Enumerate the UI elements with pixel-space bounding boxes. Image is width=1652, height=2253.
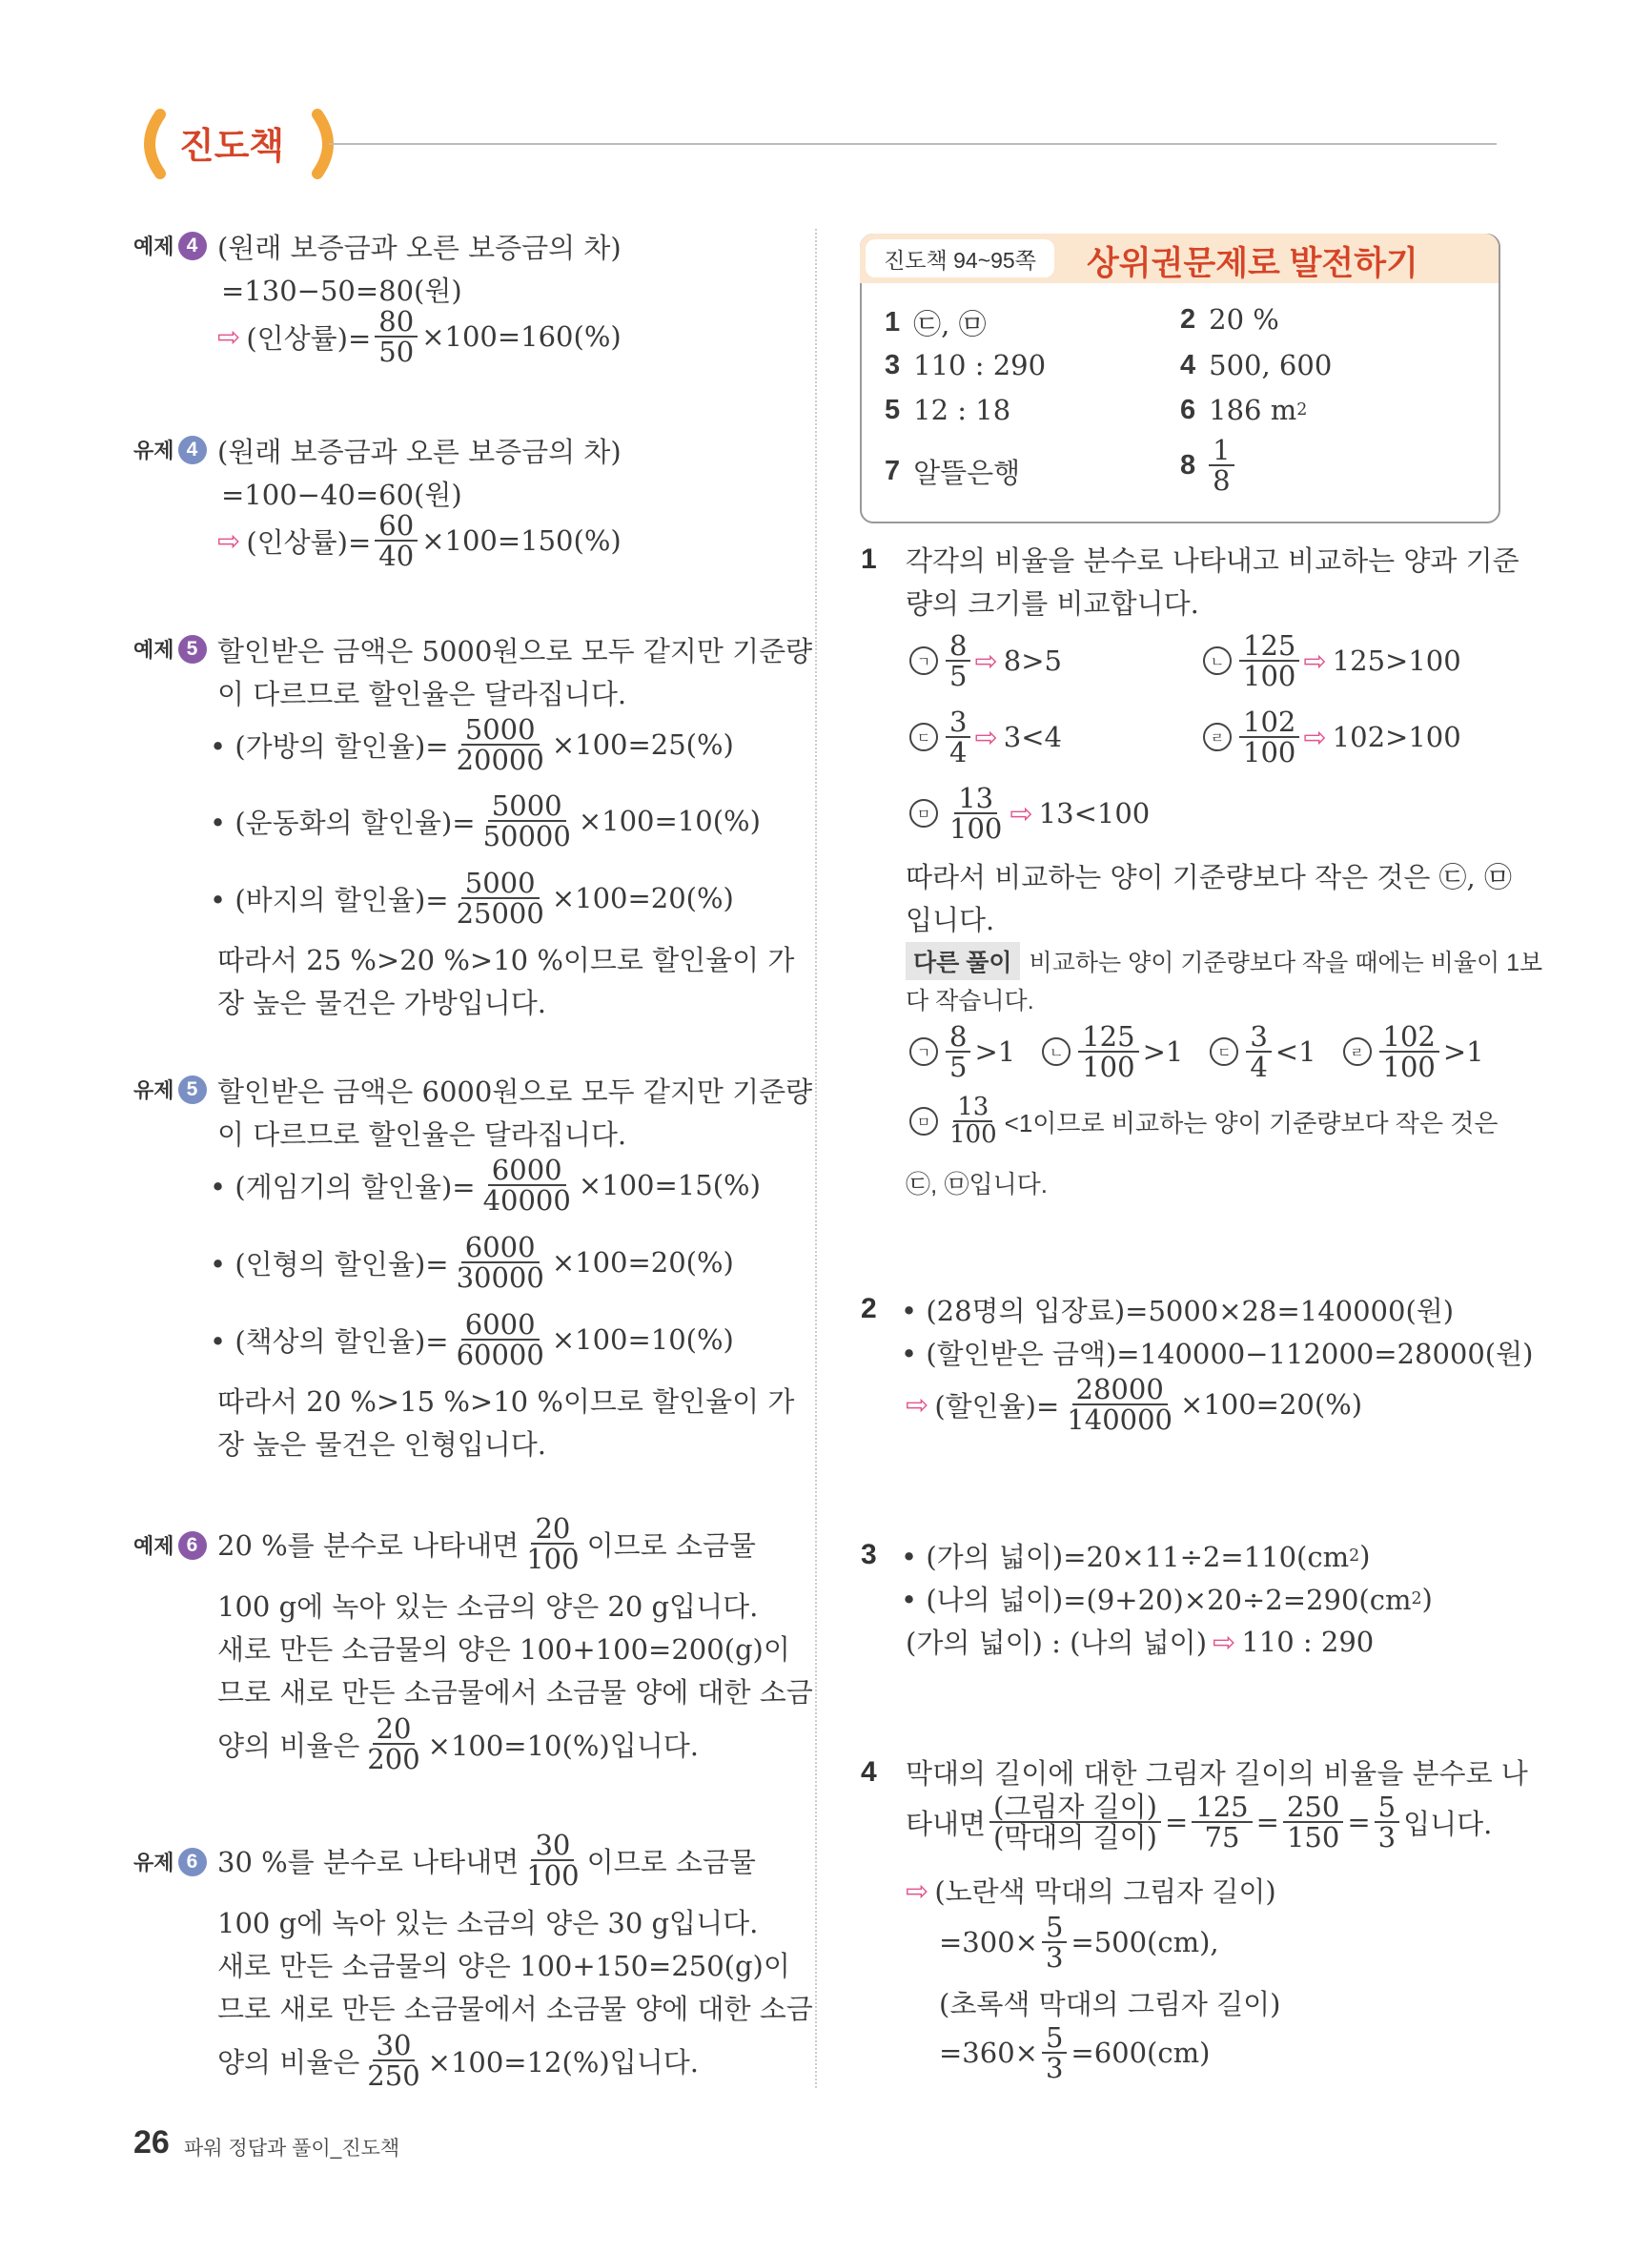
text-line: • (가의 넓이)=20×11÷2=110(cm 2 ): [901, 1539, 1371, 1573]
question-number: 4: [861, 1756, 877, 1788]
circled-label: ㄱ: [909, 1037, 938, 1066]
fraction: $\frac{6000}{30000}$: [456, 1231, 544, 1295]
text-line: 막대의 길이에 대한 그림자 길이의 비율을 분수로 나: [906, 1757, 1528, 1790]
number-badge: 6: [178, 1848, 207, 1876]
fraction: $\frac{125}{100}$: [1078, 1022, 1138, 1082]
text-line: 타내면 $\frac{\text{(그림자 길이)}}{\text{(막대의 길이)}}$ = $\frac{125}{75}$ = $\frac{250}{150}$ = $\frac{5}{3}$ 입니다.: [906, 1791, 1493, 1854]
text-line: 양의 비율은 $\frac{20}{200}$ ×100=10(%)입니다.: [217, 1712, 699, 1776]
arrow-icon: ⇨: [1303, 645, 1327, 678]
text-line: 따라서 비교하는 양이 기준량보다 작은 것은 ㉢, ㉤: [906, 861, 1512, 893]
bullet-line: • (바지의 할인율)= $\frac{5000}{25000}$ ×100=20(%): [210, 867, 734, 931]
fraction: $\frac{8}{5}$: [946, 631, 970, 691]
practice-label: 유제 4: [133, 435, 207, 464]
comparison-row: ㅁ $\frac{13}{100}$ ⇨ 13<100: [906, 784, 1150, 844]
fraction: $\frac{6000}{40000}$: [482, 1154, 571, 1218]
text-line: 새로 만든 소금물의 양은 100+100=200(g)이: [217, 1633, 790, 1666]
arrow-icon: ⇨: [974, 721, 998, 754]
question-number: 3: [861, 1539, 877, 1570]
text-line: 새로 만든 소금물의 양은 100+150=250(g)이: [217, 1950, 790, 1982]
fraction: $\frac{6000}{60000}$: [456, 1308, 544, 1372]
answer-box-title: 상위권문제로 발전하기: [1087, 245, 1418, 282]
question-number: 2: [861, 1293, 877, 1324]
header-rule: [329, 143, 1497, 145]
text-line: ⇨ (노란색 막대의 그림자 길이): [906, 1874, 1276, 1908]
text-line: 할인받은 금액은 6000원으로 모두 같지만 기준량: [217, 1075, 813, 1108]
fraction: $\frac{3}{4}$: [946, 707, 970, 768]
answer-item: 3 110 : 290: [885, 349, 1047, 381]
result-line: ⇨ (인상률)= $\frac{60}{40}$ ×100=150(%): [217, 509, 622, 573]
example-label: 예제 5: [133, 634, 207, 664]
answer-item: 8 $\frac{1}{8}$: [1180, 436, 1238, 496]
answer-item: 6 186 m 2: [1180, 394, 1308, 426]
number-badge: 5: [178, 635, 207, 664]
arrow-icon: ⇨: [217, 524, 241, 558]
text-line: 양의 비율은 $\frac{30}{250}$ ×100=12(%)입니다.: [217, 2029, 699, 2093]
text-line: • (나의 넓이)=(9+20)×20÷2=290(cm 2 ): [901, 1582, 1433, 1616]
text-line: 따라서 25 %>20 %>10 %이므로 할인율이 가: [217, 944, 795, 976]
circled-label: ㅁ: [909, 799, 938, 828]
circled-label: ㄱ: [909, 646, 938, 675]
text-line: 이 다르므로 할인율은 달라집니다.: [217, 1118, 627, 1151]
arrow-icon: ⇨: [906, 1388, 929, 1422]
circled-label: ㄴ: [1203, 646, 1232, 675]
fraction: $\frac{250}{150}$: [1283, 1792, 1343, 1853]
text-line: 므로 새로 만든 소금물에서 소금물 양에 대한 소금: [217, 1676, 813, 1709]
fraction: $\frac{5}{3}$: [1042, 2023, 1067, 2083]
comparison-row: ㄷ $\frac{3}{4}$ ⇨ 3<4: [906, 707, 1062, 768]
practice-label: 유제 6: [133, 1847, 207, 1876]
text-line: • (28명의 입장료)=5000×28=140000(원): [901, 1295, 1455, 1327]
text-line: 할인받은 금액은 5000원으로 모두 같지만 기준량: [217, 635, 813, 667]
bullet-line: • (가방의 할인율)= $\frac{5000}{20000}$ ×100=25(%): [210, 713, 734, 777]
circled-label: ㅁ: [909, 1107, 938, 1136]
fraction: $\frac{1}{8}$: [1209, 436, 1234, 496]
text-line: 100 g에 녹아 있는 소금의 양은 20 g입니다.: [217, 1590, 759, 1623]
text-line: 다 작습니다.: [906, 988, 1034, 1014]
circled-label: ㄹ: [1343, 1037, 1372, 1066]
bullet-line: • (운동화의 할인율)= $\frac{5000}{50000}$ ×100=10(%): [210, 789, 761, 853]
circled-label: ㄷ: [909, 723, 938, 751]
number-badge: 4: [178, 232, 207, 260]
text-line: =130−50=80(원): [221, 275, 462, 307]
text-line: (가의 넓이) : (나의 넓이) ⇨ 110 : 290: [906, 1625, 1375, 1659]
fraction: $\frac{20}{200}$: [367, 1712, 420, 1776]
fraction: $\frac{5}{3}$: [1375, 1792, 1399, 1853]
result-line: ⇨ (할인율)= $\frac{28000}{140000}$ ×100=20(%): [906, 1373, 1363, 1437]
practice-label: 유제 5: [133, 1075, 207, 1104]
text-line: ㉢, ㉤입니다.: [906, 1170, 1049, 1198]
footer-text: 파워 정답과 풀이_진도책: [184, 2138, 400, 2160]
fraction: $\frac{5000}{25000}$: [456, 867, 544, 931]
text-line: =300× $\frac{5}{3}$ =500(cm),: [939, 1911, 1219, 1975]
bullet-line: • (게임기의 할인율)= $\frac{6000}{40000}$ ×100=15(%): [210, 1154, 761, 1218]
fraction: $\frac{8}{5}$: [946, 1022, 970, 1082]
text-line: 각각의 비율을 분수로 나타내고 비교하는 양과 기준: [906, 544, 1519, 577]
comparison-row: ㄴ $\frac{125}{100}$ ⇨ 125>100: [1199, 631, 1461, 691]
fraction: $\frac{5000}{20000}$: [456, 713, 544, 777]
circled-label: ㄷ: [1210, 1037, 1238, 1066]
alt-comparison-row: ㄱ $\frac{8}{5}$ >1 ㄴ $\frac{125}{100}$ >1 ㄷ $\frac{3}{4}$ <1 ㄹ $\frac{102}{100}$ >1: [906, 1022, 1484, 1082]
arrow-icon: ⇨: [1213, 1625, 1236, 1658]
arrow-icon: ⇨: [974, 645, 998, 678]
fraction: $\frac{5}{3}$: [1042, 1913, 1067, 1973]
fraction: $\frac{13}{100}$: [949, 782, 1003, 846]
header-title: 진도책: [179, 127, 285, 167]
text-line: • (할인받은 금액)=140000−112000=28000(원): [901, 1338, 1534, 1370]
comparison-row: ㄹ $\frac{102}{100}$ ⇨ 102>100: [1199, 707, 1461, 768]
alt-comparison-row: ㅁ $\frac{13}{100}$ <1이므로 비교하는 양이 기준량보다 작은 것은: [906, 1095, 1499, 1149]
fraction: $\frac{3}{4}$: [1246, 1022, 1271, 1082]
number-badge: 6: [178, 1531, 207, 1560]
fraction: $\frac{80}{50}$: [375, 307, 418, 367]
text-line: 30 %를 분수로 나타내면 $\frac{30}{100}$ 이므로 소금물: [217, 1829, 756, 1893]
text-line: 장 높은 물건은 가방입니다.: [217, 987, 547, 1019]
answer-item: 2 20 %: [1180, 303, 1279, 336]
result-line: ⇨ (인상률)= $\frac{80}{50}$ ×100=160(%): [217, 305, 622, 369]
number-badge: 4: [178, 436, 207, 464]
fraction: $\frac{125}{75}$: [1192, 1792, 1252, 1853]
arrow-icon: ⇨: [1010, 797, 1033, 830]
text-line: =360× $\frac{5}{3}$ =600(cm): [939, 2021, 1211, 2085]
text-line: 입니다.: [906, 904, 995, 936]
arrow-icon: ⇨: [1303, 721, 1327, 754]
fraction: $\frac{125}{100}$: [1239, 631, 1299, 691]
fraction: $\frac{28000}{140000}$: [1067, 1373, 1173, 1437]
text-line: =100−40=60(원): [221, 479, 462, 511]
answer-item: 4 500, 600: [1180, 349, 1333, 381]
text-line: (원래 보증금과 오른 보증금의 차): [217, 436, 622, 468]
fraction: $\frac{102}{100}$: [1379, 1022, 1439, 1082]
circled-label: ㄴ: [1042, 1037, 1071, 1066]
fraction: $\frac{13}{100}$: [949, 1093, 997, 1150]
example-label: 예제 4: [133, 231, 207, 260]
arrow-icon: ⇨: [906, 1874, 929, 1907]
answer-item: 1 ㉢, ㉤: [885, 307, 987, 340]
fraction: $\frac{\text{(그림자 길이)}}{\text{(막대의 길이)}}$: [989, 1792, 1161, 1853]
fraction: $\frac{30}{250}$: [367, 2029, 420, 2093]
answer-item: 5 12 : 18: [885, 394, 1011, 426]
answer-box-tag: 진도책 94~95쪽: [866, 239, 1054, 277]
question-number: 1: [861, 543, 877, 575]
fraction: $\frac{102}{100}$: [1239, 707, 1299, 768]
text-line: 20 %를 분수로 나타내면 $\frac{20}{100}$ 이므로 소금물: [217, 1512, 756, 1576]
alternate-solution: 다른 풀이 비교하는 양이 기준량보다 작을 때에는 비율이 1보: [906, 942, 1542, 980]
text-line: (원래 보증금과 오른 보증금의 차): [217, 232, 622, 264]
alt-tag: 다른 풀이: [906, 942, 1020, 980]
fraction: $\frac{60}{40}$: [375, 511, 418, 571]
fraction: $\frac{5000}{50000}$: [482, 789, 571, 853]
column-divider: [815, 229, 817, 2088]
answer-item: 7 알뜰은행: [885, 456, 1021, 489]
text-line: 므로 새로 만든 소금물에서 소금물 양에 대한 소금: [217, 1993, 813, 2025]
number-badge: 5: [178, 1075, 207, 1104]
bullet-line: • (인형의 할인율)= $\frac{6000}{30000}$ ×100=20(%): [210, 1231, 734, 1295]
circled-label: ㄹ: [1203, 723, 1232, 751]
comparison-row: ㄱ $\frac{8}{5}$ ⇨ 8>5: [906, 631, 1062, 691]
text-line: 따라서 20 %>15 %>10 %이므로 할인율이 가: [217, 1385, 795, 1418]
bullet-line: • (책상의 할인율)= $\frac{6000}{60000}$ ×100=10(%): [210, 1308, 734, 1372]
text-line: 이 다르므로 할인율은 달라집니다.: [217, 678, 627, 710]
page-number: 26: [133, 2124, 170, 2161]
text-line: 량의 크기를 비교합니다.: [906, 587, 1199, 620]
text-line: (초록색 막대의 그림자 길이): [939, 1988, 1281, 2020]
text-line: 장 높은 물건은 인형입니다.: [217, 1428, 547, 1461]
fraction: $\frac{20}{100}$: [526, 1512, 580, 1576]
arrow-icon: ⇨: [217, 320, 241, 354]
fraction: $\frac{30}{100}$: [526, 1829, 580, 1893]
example-label: 예제 6: [133, 1530, 207, 1560]
text-line: 100 g에 녹아 있는 소금의 양은 30 g입니다.: [217, 1907, 759, 1939]
